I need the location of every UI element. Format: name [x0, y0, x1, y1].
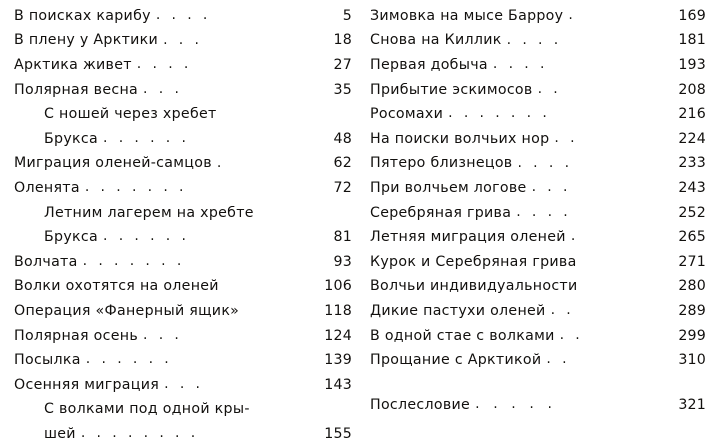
toc-entry[interactable] — [370, 303, 706, 318]
toc-entry-continuation[interactable] — [14, 229, 352, 244]
toc-entry-title: Дикие пастухи оленей — [369, 303, 546, 319]
toc-entry[interactable] — [14, 205, 352, 220]
toc-entry-title: шей — [44, 426, 76, 442]
toc-page-number: 155 — [324, 425, 352, 442]
toc-page-number: 62 — [333, 155, 352, 172]
toc-leader-dots: . . . . . . . . — [80, 426, 199, 441]
toc-entry[interactable] — [370, 33, 706, 48]
toc-page-number: 310 — [678, 352, 706, 369]
toc-entry[interactable] — [370, 279, 706, 294]
toc-entry-title: Росомахи — [369, 107, 444, 122]
toc-entry[interactable] — [14, 254, 352, 269]
toc-entry[interactable] — [14, 402, 352, 417]
toc-entry-title: В плену у Арктики — [14, 33, 159, 48]
toc-entry-title: Прибытие эскимосов — [369, 82, 533, 97]
toc-leader-dots: . — [216, 155, 225, 170]
toc-leader-dots: . . . — [531, 180, 571, 195]
toc-entry-afterword[interactable] — [370, 397, 706, 412]
toc-entry-title: Брукса — [44, 230, 98, 245]
toc-entry[interactable] — [370, 254, 706, 269]
toc-entry-title: Снова на Киллик — [369, 33, 502, 48]
toc-entry[interactable] — [370, 229, 706, 244]
toc-leader-dots: . . . — [143, 327, 183, 342]
toc-leader-dots: . — [570, 229, 579, 244]
toc-leader-dots: . . . . . . — [103, 130, 190, 145]
toc-page-number: 18 — [333, 32, 352, 49]
toc-leader-dots: . . — [537, 81, 562, 96]
toc-entry[interactable] — [14, 156, 352, 171]
toc-page-number: 243 — [678, 179, 706, 196]
toc-entry[interactable] — [14, 33, 352, 48]
toc-entry[interactable] — [14, 57, 352, 72]
toc-entry-title: Посылка — [14, 353, 81, 368]
toc-leader-dots: . . . . — [506, 32, 562, 47]
toc-entry[interactable] — [14, 106, 352, 121]
toc-entry[interactable] — [14, 303, 352, 318]
toc-entry[interactable] — [370, 131, 706, 146]
toc-entry[interactable] — [370, 82, 706, 97]
toc-page-number: 81 — [333, 229, 352, 246]
toc-leader-dots: . . . . . — [475, 397, 557, 412]
toc-page-number: 181 — [678, 32, 706, 49]
toc-entry-title: Волки охотятся на оленей — [14, 279, 219, 294]
toc-leader-dots: . . . — [164, 376, 204, 391]
toc-entry[interactable] — [370, 106, 706, 121]
toc-leader-dots: . . . . . . . — [448, 106, 551, 121]
toc-page-number: 118 — [324, 302, 352, 319]
toc-entry-continuation[interactable] — [14, 426, 352, 441]
toc-entry-title: Летняя миграция оленей — [369, 230, 566, 245]
toc-leader-dots: . . . . — [136, 57, 192, 72]
toc-entry-title: При волчьем логове — [369, 180, 527, 196]
toc-page-number: 224 — [678, 130, 706, 147]
toc-entry-title: Миграция оленей-самцов — [14, 156, 212, 171]
toc-page-number: 143 — [324, 376, 352, 393]
toc-entry-title: Полярная осень — [14, 328, 139, 343]
toc-entry[interactable] — [370, 328, 706, 343]
toc-entry[interactable] — [370, 8, 706, 23]
toc-page-number: 48 — [333, 130, 352, 147]
toc-entry-title: Прощание с Арктикой — [369, 353, 542, 368]
toc-leader-dots: . . — [546, 352, 570, 367]
toc-page-number: 280 — [678, 278, 706, 295]
toc-leader-dots: . . . . — [516, 204, 572, 219]
toc-page-number: 265 — [678, 229, 706, 246]
toc-entry-title: Курок и Серебряная грива — [369, 254, 577, 269]
toc-column-left — [14, 7, 360, 442]
toc-entry[interactable] — [370, 57, 706, 72]
toc-leader-dots: . . . . . . . — [84, 180, 187, 195]
toc-page-number: 271 — [678, 253, 706, 270]
toc-page-number: 208 — [678, 81, 706, 98]
toc-entry-title: Пятеро близнецов — [369, 156, 513, 171]
toc-entry-title: Послесловие — [369, 398, 471, 413]
toc-page-number: 106 — [324, 278, 352, 295]
toc-entry[interactable] — [370, 352, 706, 367]
toc-entry[interactable] — [14, 352, 352, 367]
toc-page-number: 27 — [333, 56, 352, 73]
toc-leader-dots: . . — [550, 303, 575, 318]
toc-entry-title: Летним лагерем на хребте — [44, 205, 254, 220]
toc-entry[interactable] — [370, 180, 706, 195]
toc-entry-title: Арктика живет — [14, 57, 132, 73]
toc-page-number: 321 — [678, 397, 706, 414]
toc-page-number: 93 — [333, 253, 352, 270]
toc-entry[interactable] — [370, 205, 706, 220]
toc-entry[interactable] — [14, 180, 352, 195]
toc-column-right — [360, 8, 706, 421]
toc-entry-title: С волками под одной кры- — [44, 402, 250, 417]
toc-entry-title: Волчьи индивидуальности — [369, 279, 578, 294]
toc-entry-title: Операция «Фанерный ящик» — [14, 303, 240, 319]
toc-page-number: 216 — [678, 106, 706, 123]
toc-leader-dots: . . — [559, 327, 584, 342]
toc-page-number: 35 — [333, 81, 352, 98]
toc-entry[interactable] — [14, 377, 352, 392]
toc-page-number: 193 — [678, 56, 706, 73]
toc-entry-title: Волчата — [14, 254, 78, 269]
toc-page-number: 299 — [678, 327, 706, 344]
toc-entry-title: Зимовка на мысе Барроу — [369, 8, 564, 23]
toc-leader-dots: . . . — [163, 32, 203, 47]
toc-leader-dots: . . — [554, 130, 578, 145]
toc-page-number: 139 — [324, 352, 352, 369]
toc-page-number: 233 — [678, 155, 706, 172]
toc-entry[interactable] — [370, 156, 706, 171]
toc-entry-title: Первая добыча — [369, 57, 488, 73]
toc-leader-dots: . — [568, 8, 577, 22]
toc-entry-title: В поисках карибу — [14, 8, 151, 23]
toc-entry-title: Серебряная грива — [369, 205, 512, 220]
toc-leader-dots: . . . . . . . — [82, 253, 185, 268]
toc-leader-dots: . . . . . . — [103, 229, 190, 244]
toc-entry-title: Осенняя миграция — [14, 377, 160, 392]
toc-entry-title: С ношей через хребет — [44, 107, 217, 122]
toc-leader-dots: . . . . — [155, 8, 211, 22]
toc-page-number: 5 — [342, 7, 352, 24]
toc-entry-title: Полярная весна — [14, 82, 139, 97]
toc-entry[interactable] — [14, 279, 352, 294]
toc-entry-title: В одной стае с волками — [369, 328, 555, 343]
toc-page-number: 252 — [678, 204, 706, 221]
toc-entry-continuation[interactable] — [14, 131, 352, 146]
toc-page-number: 289 — [678, 302, 706, 319]
toc-leader-dots: . . . . — [492, 57, 548, 72]
toc-page-number: 72 — [333, 179, 352, 196]
toc-entry-title: Брукса — [44, 131, 98, 146]
toc-entry[interactable] — [14, 8, 352, 23]
toc-leader-dots: . . . — [143, 81, 183, 96]
toc-page-number: 124 — [324, 327, 352, 344]
toc-page-number: 169 — [678, 7, 706, 24]
toc-leader-dots: . . . . — [517, 155, 573, 170]
toc-entry[interactable] — [14, 82, 352, 97]
toc-entry[interactable] — [14, 328, 352, 343]
toc-entry-title: На поиски волчьих нор — [369, 131, 550, 146]
toc-leader-dots: . . . . . . — [85, 352, 173, 367]
toc-entry-title: Оленята — [14, 180, 80, 196]
